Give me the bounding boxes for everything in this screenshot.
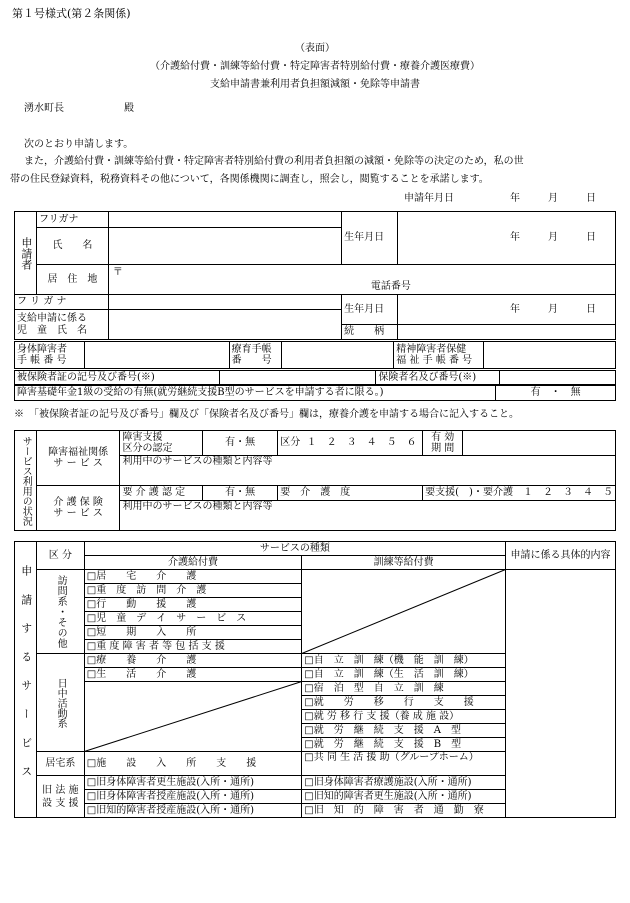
physical-notebook-label-1: 身体障害者: [17, 343, 67, 355]
subtitle: （介護給付費・訓練等給付費・特定障害者特別給付費・療養介護医療費）: [150, 61, 480, 72]
applicant-birth-day: 日: [586, 232, 597, 244]
valid-period-label-1: 有 効: [431, 431, 455, 443]
kunren-item[interactable]: □ 自 立 訓 練（機 能 訓 練）: [302, 654, 506, 668]
pension-choice[interactable]: 有 ・ 無: [496, 386, 616, 401]
kunren-item[interactable]: □ 宿 泊 型 自 立 訓 練: [302, 682, 506, 696]
diagonal-line-kaigo: [84, 682, 301, 752]
welfare-in-use[interactable]: 利用中のサービスの種類と内容等: [120, 456, 616, 486]
kunren-header: 訓練等給付費: [302, 556, 506, 570]
pension-label: 障害基礎年金1級の受給の有無(就労継続支援B型のサービスを申請する者に限る。): [15, 386, 496, 401]
old-right-item[interactable]: □ 旧身体障害者療護施設(入所・通所): [302, 776, 506, 790]
care-cert-label: 要 介 護 認 定: [120, 486, 203, 501]
homon-item[interactable]: □ 短 期 入 所: [84, 626, 301, 640]
homon-item[interactable]: □ 居 宅 介 護: [84, 570, 301, 584]
child-birth-month: 月: [548, 303, 559, 315]
intro-line-3: 帯の住民登録資料，税務資料その他について，各関係機関に調査し，照会し，閲覧することを承諾します。: [10, 174, 489, 185]
date-day[interactable]: 日: [586, 193, 596, 204]
kunren-item[interactable]: □ 就 労 移 行 支 援: [302, 696, 506, 710]
diagonal-line-kunren: [302, 570, 506, 654]
note: ※ 「被保険者証の記号及び番号」欄及び「保険者名及び番号」欄は，療養介護を申請する場合に記入すること。: [14, 409, 519, 420]
addressee: 湧水町長: [24, 103, 64, 114]
old-left-item[interactable]: □ 旧身体障害者授産施設(入所・通所): [84, 790, 301, 804]
homon-label: 訪問系・その他: [36, 570, 84, 654]
kyotaku-label: 居宅系: [36, 752, 84, 776]
kunren-item[interactable]: □ 自 立 訓 練（生 活 訓 練）: [302, 668, 506, 682]
mental-notebook-label-1: 精神障害者保健: [396, 343, 467, 355]
service-type-header: サービスの種類: [84, 542, 505, 556]
support-cert-label-2: 区分の認定: [122, 443, 173, 454]
intro-line-2: また，介護給付費・訓練等給付費・特定障害者特別給付費の利用者負担額の減額・免除等の決定のため，私の世: [24, 156, 524, 167]
ryoiku-notebook-label-2: 番 号: [231, 355, 272, 366]
homon-item[interactable]: □ 児 童 デ イ サ ー ビ ス: [84, 612, 301, 626]
applicant-name-label: 氏 名: [36, 228, 108, 265]
applicant-birth-month: 月: [548, 232, 559, 244]
nichu-label: 日中活動系: [36, 654, 84, 752]
division-header: 区 分: [36, 542, 84, 570]
old-left-item[interactable]: □ 旧身体障害者更生施設(入所・通所): [84, 776, 301, 790]
nichu-kaigo-item[interactable]: □ 生 活 介 護: [84, 668, 301, 682]
kunren-item[interactable]: □ 就 労 継 続 支 援 B 型: [302, 738, 506, 752]
care-in-use[interactable]: 利用中のサービスの種類と内容等: [120, 501, 616, 531]
date-year[interactable]: 年: [510, 193, 520, 204]
welfare-label-1: 障害福祉関係: [48, 446, 109, 458]
homon-item[interactable]: □ 行 動 援 護: [84, 598, 301, 612]
kunren-item[interactable]: □ 就 労 継 続 支 援 A 型: [302, 724, 506, 738]
page-title: 支給申請書兼利用者負担額減額・免除等申請書: [210, 79, 420, 90]
care-insurance-label-2: サ ー ビ ス: [53, 508, 103, 519]
child-furigana-label: フ リ ガ ナ: [15, 295, 109, 310]
old-law-label: 旧 法 施 設 支 援: [36, 776, 84, 818]
applicant-birth-label: 生年月日: [342, 212, 398, 265]
homon-item[interactable]: □ 重 度 訪 問 介 護: [84, 584, 301, 598]
kunren-item[interactable]: □ 共 同 生 活 援 助（グループホーム）: [302, 752, 506, 776]
old-right-item[interactable]: □ 旧知的障害者更生施設(入所・通所): [302, 790, 506, 804]
care-insurance-label-1: 介 護 保 険: [53, 496, 103, 508]
detail-header: 申請に係る具体的内容: [506, 542, 616, 570]
support-cert-label-1: 障害支援: [122, 431, 163, 443]
support-cert-choice[interactable]: 有・無: [203, 431, 278, 456]
homon-item[interactable]: □ 重 度 障 害 者 等 包 括 支 援: [84, 640, 301, 654]
child-birth-label: 生年月日: [342, 295, 398, 325]
nichu-kaigo-item[interactable]: □ 療 養 介 護: [84, 654, 301, 668]
insurer-label: 保険者名及び番号(※): [376, 371, 500, 385]
old-right-item[interactable]: □ 旧 知 的 障 害 者 通 勤 寮: [302, 804, 506, 818]
ryoiku-notebook-label-1: 療育手帳: [231, 343, 272, 355]
kyotaku-item[interactable]: □ 施 設 入 所 支 援: [84, 752, 301, 776]
care-level-choice[interactable]: 要支援( )・要介護 １ ２ ３ ４ ５: [423, 486, 616, 501]
care-cert-choice[interactable]: 有・無: [203, 486, 278, 501]
form-number: 第１号様式(第２条関係): [12, 7, 131, 20]
mental-notebook-label-2: 福 祉 手 帳 番 号: [396, 355, 473, 366]
insurance-number-label: 被保険者証の記号及び番号(※): [15, 371, 220, 385]
kunren-item[interactable]: □ 就 労 移 行 支 援（養 成 施 設）: [302, 710, 506, 724]
child-name-label-2: 児 童 氏 名: [17, 324, 87, 336]
welfare-label-2: サ ー ビ ス: [53, 458, 103, 469]
phone-label: 電話番号: [370, 281, 411, 292]
child-name-label-1: 支給申請に係る: [17, 313, 87, 324]
applicant-side-label: 申請者: [15, 212, 37, 295]
applicant-birth-year: 年: [510, 232, 521, 244]
support-class-choices[interactable]: １ ２ ３ ４ ５ ６: [306, 437, 417, 449]
postal-mark: 〒: [112, 267, 123, 278]
honorific: 殿: [124, 103, 134, 114]
valid-period-label-2: 期 間: [431, 443, 455, 454]
child-birth-day: 日: [586, 303, 597, 315]
applicant-furigana-label: フリガナ: [36, 212, 108, 228]
usage-side-label: サービス利用の状況: [15, 431, 37, 531]
applicant-address-label: 居 住 地: [36, 265, 108, 295]
kaigo-header: 介護給付費: [84, 556, 301, 570]
date-month[interactable]: 月: [548, 193, 558, 204]
child-birth-year: 年: [510, 303, 521, 315]
side-label: （表面）: [295, 43, 335, 54]
intro-line-1: 次のとおり申請します。: [24, 139, 134, 150]
child-relation-label: 続 柄: [342, 325, 398, 340]
date-label: 申請年月日: [404, 193, 454, 204]
old-left-item[interactable]: □ 旧知的障害者授産施設(入所・通所): [84, 804, 301, 818]
support-class-label: 区分: [280, 437, 301, 449]
physical-notebook-label-2: 手 帳 番 号: [17, 355, 67, 366]
care-level-label: 要 介 護 度: [278, 486, 423, 501]
services-side-label: 申請するサービス: [15, 542, 37, 818]
